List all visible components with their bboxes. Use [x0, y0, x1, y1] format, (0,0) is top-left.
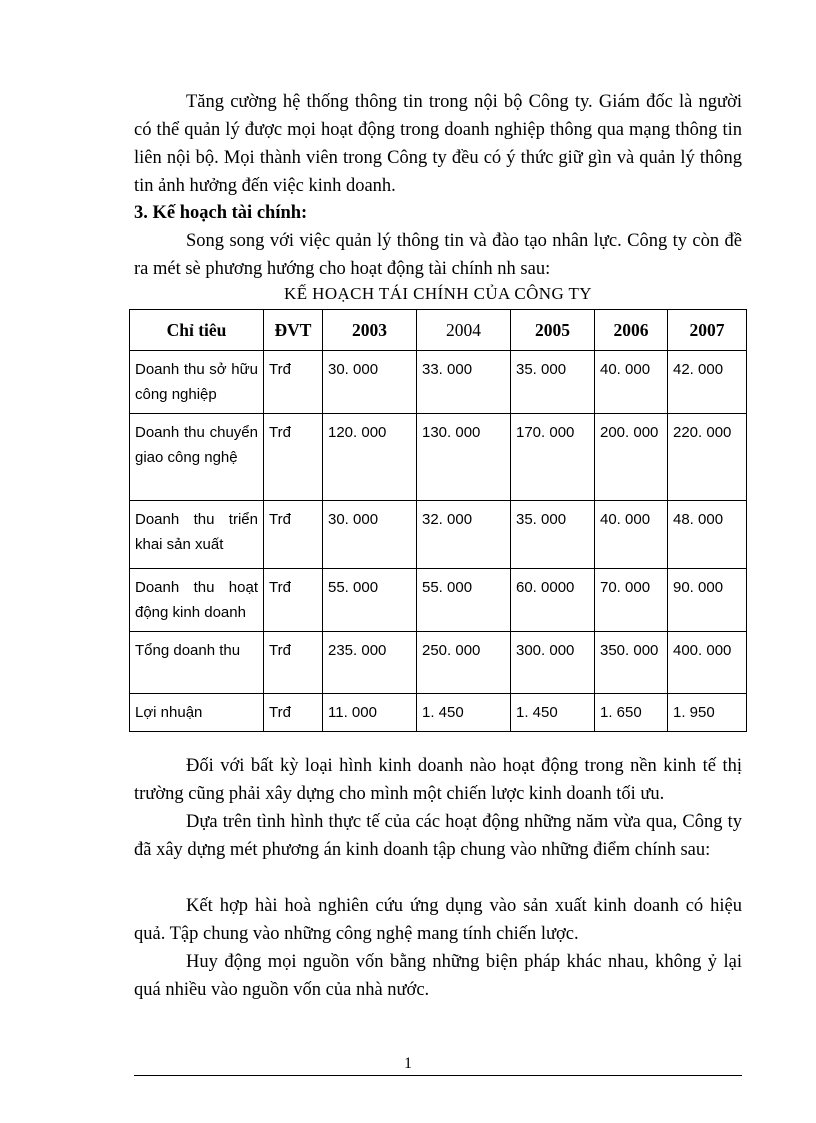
header-year-2003: 2003 [323, 310, 417, 351]
row-label: Lợi nhuận [130, 694, 264, 732]
row-value: 35. 000 [511, 351, 595, 414]
row-value: 32. 000 [417, 501, 511, 569]
row-value: 250. 000 [417, 632, 511, 694]
intro-paragraph: Tăng cường hệ thống thông tin trong nội bộ Công ty. Giám đốc là người có thể quản lý được mọi hoạt động trong doanh nghiệp thông qua mạng thông tin liên nội bộ. Mọi thành viên trong Công ty đều có ý thức giữ gìn và quản lý thông tin ảnh hưởng đến việc kinh doanh. [134, 92, 742, 196]
row-value: 220. 000 [668, 414, 747, 501]
page-number: 1 [404, 1055, 412, 1072]
financial-plan-table [129, 309, 747, 732]
header-year-2007: 2007 [668, 310, 747, 351]
footer-divider [134, 1075, 742, 1076]
row-value: 30. 000 [323, 501, 417, 569]
row-value: 1. 950 [668, 694, 747, 732]
body-paragraph: Đối với bất kỳ loại hình kinh doanh nào hoạt động trong nền kinh tế thị trường cũng phải xây dựng cho mình một chiến lược kinh doanh tối ưu. [134, 756, 742, 804]
row-value: 40. 000 [595, 351, 668, 414]
row-value: 1. 450 [417, 694, 511, 732]
table-header-row [130, 310, 747, 351]
row-value: 33. 000 [417, 351, 511, 414]
row-value: 350. 000 [595, 632, 668, 694]
row-value: 120. 000 [323, 414, 417, 501]
row-unit: Trđ [264, 569, 323, 632]
table-row [130, 569, 747, 632]
row-unit: Trđ [264, 694, 323, 732]
row-value: 400. 000 [668, 632, 747, 694]
section-paragraph: Song song với việc quản lý thông tin và đào tạo nhân lực. Công ty còn đề ra mét sè phương hướng cho hoạt động tài chính nh sau: [134, 231, 742, 279]
row-unit: Trđ [264, 632, 323, 694]
row-value: 48. 000 [668, 501, 747, 569]
section-heading: 3. Kế hoạch tài chính: [134, 203, 308, 223]
row-unit: Trđ [264, 501, 323, 569]
row-value: 55. 000 [323, 569, 417, 632]
header-indicator: Chỉ tiêu [130, 310, 264, 351]
table-row [130, 632, 747, 694]
table-row [130, 694, 747, 732]
header-year-2005: 2005 [511, 310, 595, 351]
row-value: 200. 000 [595, 414, 668, 501]
row-value: 60. 0000 [511, 569, 595, 632]
row-value: 170. 000 [511, 414, 595, 501]
row-label: Doanh thu triển khai sản xuất [130, 501, 264, 569]
row-value: 130. 000 [417, 414, 511, 501]
row-value: 55. 000 [417, 569, 511, 632]
row-label: Doanh thu chuyển giao công nghệ [130, 414, 264, 501]
header-year-2006: 2006 [595, 310, 668, 351]
table-row [130, 351, 747, 414]
row-label: Doanh thu sở hữu công nghiệp [130, 351, 264, 414]
row-value: 40. 000 [595, 501, 668, 569]
row-label: Tổng doanh thu [130, 632, 264, 694]
row-value: 235. 000 [323, 632, 417, 694]
body-paragraph: Kết hợp hài hoà nghiên cứu ứng dụng vào sản xuất kinh doanh có hiệu quả. Tập chung vào những công nghệ mang tính chiến lược. [134, 896, 742, 944]
row-value: 35. 000 [511, 501, 595, 569]
row-value: 1. 650 [595, 694, 668, 732]
row-value: 300. 000 [511, 632, 595, 694]
row-unit: Trđ [264, 351, 323, 414]
table-row [130, 501, 747, 569]
row-value: 90. 000 [668, 569, 747, 632]
row-value: 30. 000 [323, 351, 417, 414]
table-row [130, 414, 747, 501]
header-unit: ĐVT [264, 310, 323, 351]
header-year-2004: 2004 [417, 310, 511, 351]
body-paragraph: Dựa trên tình hình thực tế của các hoạt động những năm vừa qua, Công ty đã xây dựng mét phương án kinh doanh tập chung vào những điểm chính sau: [134, 812, 742, 860]
body-paragraph: Huy động mọi nguồn vốn bằng những biện pháp khác nhau, không ỷ lại quá nhiều vào nguồn vốn của nhà nước. [134, 952, 742, 1000]
row-value: 42. 000 [668, 351, 747, 414]
table-title: KẾ HOẠCH TÁI CHÍNH CỦA CÔNG TY [284, 284, 592, 303]
row-unit: Trđ [264, 414, 323, 501]
row-value: 1. 450 [511, 694, 595, 732]
row-value: 11. 000 [323, 694, 417, 732]
row-value: 70. 000 [595, 569, 668, 632]
row-label: Doanh thu hoạt động kinh doanh [130, 569, 264, 632]
